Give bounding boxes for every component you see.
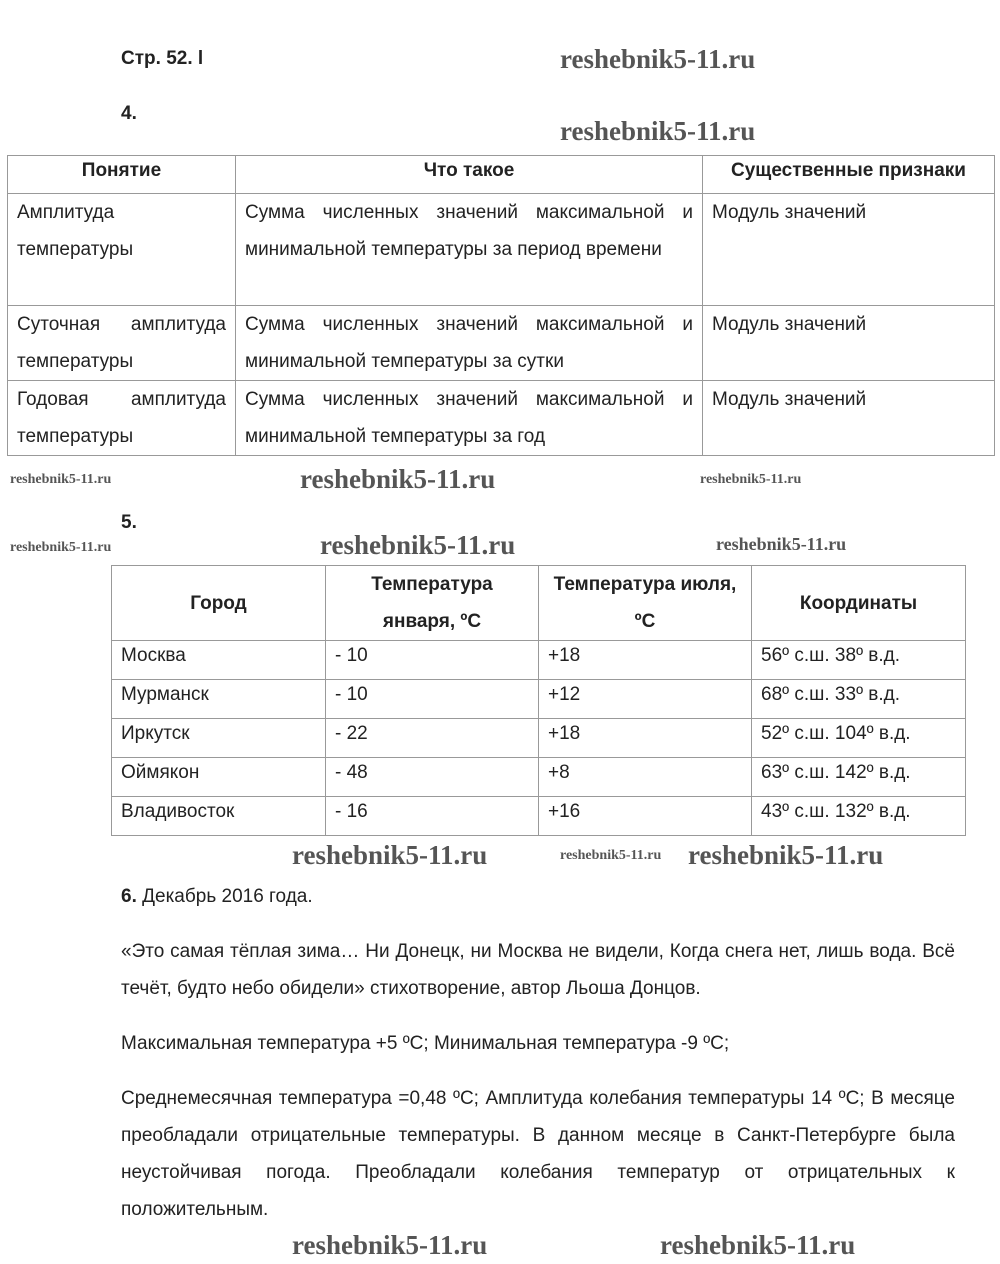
column-header: Температура января, ºС	[326, 566, 539, 641]
cell: - 10	[326, 641, 539, 680]
cell: Модуль значений	[703, 194, 995, 306]
cell: 56º с.ш. 38º в.д.	[752, 641, 966, 680]
column-header: Координаты	[752, 566, 966, 641]
cell: Иркутск	[112, 719, 326, 758]
cell: +16	[539, 797, 752, 836]
cell: Владивосток	[112, 797, 326, 836]
cell: - 10	[326, 680, 539, 719]
task-6-title: Декабрь 2016 года.	[136, 886, 313, 907]
cell: - 22	[326, 719, 539, 758]
paragraph-min-max: Максимальная температура +5 ºС; Минимальная температура -9 ºС;	[121, 1033, 730, 1054]
task-4-number: 4.	[121, 103, 137, 124]
watermark: reshebnik5-11.ru	[716, 534, 847, 554]
watermark: reshebnik5-11.ru	[292, 840, 488, 870]
table-row	[8, 381, 995, 456]
watermark: reshebnik5-11.ru	[10, 540, 112, 555]
column-header: Что такое	[236, 156, 703, 194]
task-6-heading	[121, 886, 313, 908]
watermark: reshebnik5-11.ru	[700, 472, 802, 487]
cell: 63º с.ш. 142º в.д.	[752, 758, 966, 797]
cell: - 48	[326, 758, 539, 797]
cell: Сумма численных значений максимальной и минимальной температуры за период времени	[236, 194, 703, 306]
table-row	[112, 641, 966, 680]
column-header: Температура июля, ºС	[539, 566, 752, 641]
cell: Сумма численных значений максимальной и минимальной температуры за год	[236, 381, 703, 456]
paragraph-summary: Среднемесячная температура =0,48 ºС; Амплитуда колебания температуры 14 ºС; В месяце преобладали отрицательные температуры. В данном месяце в Санкт-Петербурге была неустойчивая погода. Преобладали колебания температур от отрицательных к положительным.	[121, 1088, 955, 1220]
column-header: Существенные признаки	[703, 156, 995, 194]
watermark: reshebnik5-11.ru	[688, 840, 884, 870]
table-row	[112, 680, 966, 719]
watermark: reshebnik5-11.ru	[10, 472, 112, 487]
table-row	[112, 719, 966, 758]
cell: Мурманск	[112, 680, 326, 719]
concepts-table	[7, 155, 995, 456]
table-row	[112, 797, 966, 836]
cell: Модуль значений	[703, 381, 995, 456]
watermark: reshebnik5-11.ru	[292, 1230, 488, 1260]
cell: Годовая амплитуда температуры	[8, 381, 236, 456]
table-header-row	[8, 156, 995, 194]
table-row	[8, 194, 995, 306]
cell: Сумма численных значений максимальной и минимальной температуры за сутки	[236, 306, 703, 381]
cell: +18	[539, 719, 752, 758]
cell: 43º с.ш. 132º в.д.	[752, 797, 966, 836]
watermark: reshebnik5-11.ru	[560, 848, 662, 863]
cell: 68º с.ш. 33º в.д.	[752, 680, 966, 719]
task-6-number: 6.	[121, 886, 137, 907]
cell: - 16	[326, 797, 539, 836]
cities-table	[111, 565, 966, 836]
watermark: reshebnik5-11.ru	[660, 1230, 856, 1260]
column-header: Город	[112, 566, 326, 641]
cell: Модуль значений	[703, 306, 995, 381]
watermark: reshebnik5-11.ru	[320, 530, 516, 560]
cell: 52º с.ш. 104º в.д.	[752, 719, 966, 758]
cell: Амплитуда температуры	[8, 194, 236, 306]
cell: +18	[539, 641, 752, 680]
cell: +8	[539, 758, 752, 797]
page-header: Стр. 52. l	[121, 48, 204, 69]
table-header-row	[112, 566, 966, 641]
watermark: reshebnik5-11.ru	[560, 44, 756, 74]
cell: Оймякон	[112, 758, 326, 797]
paragraph-poem: «Это самая тёплая зима… Ни Донецк, ни Москва не видели, Когда снега нет, лишь вода. Всё течёт, будто небо обидели» стихотворение, автор Льоша Донцов.	[121, 941, 955, 999]
table-row	[8, 306, 995, 381]
cell: Москва	[112, 641, 326, 680]
cell: Суточная амплитуда температуры	[8, 306, 236, 381]
watermark: reshebnik5-11.ru	[300, 464, 496, 494]
column-header: Понятие	[8, 156, 236, 194]
watermark: reshebnik5-11.ru	[560, 116, 756, 146]
cell: +12	[539, 680, 752, 719]
task-5-number: 5.	[121, 512, 137, 533]
table-row	[112, 758, 966, 797]
